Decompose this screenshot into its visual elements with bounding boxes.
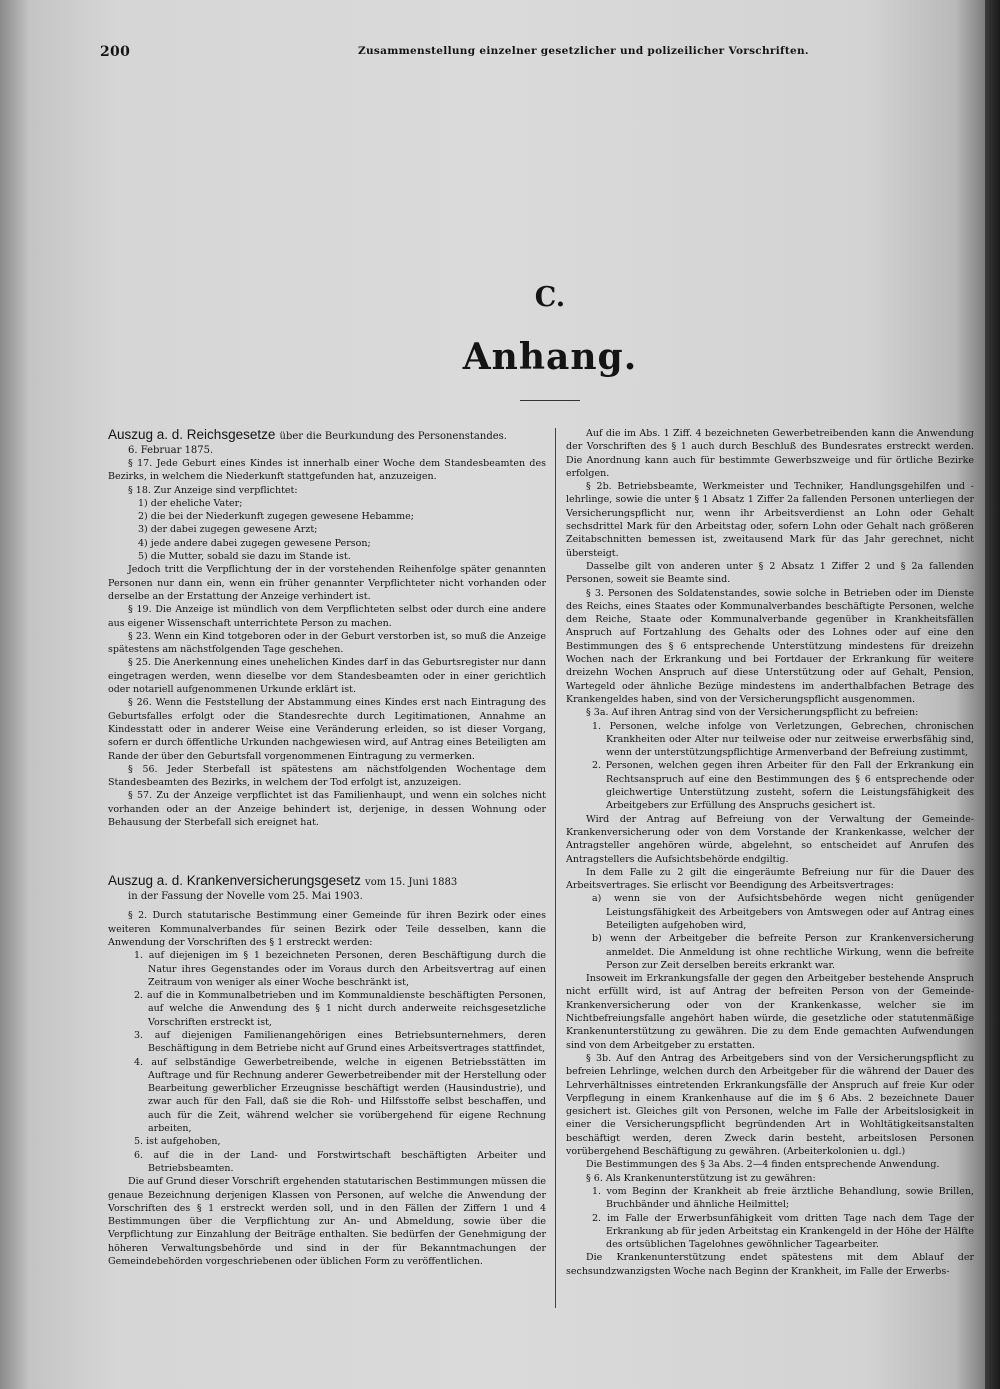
list-item: 4. auf selbständige Gewerbetreibende, welche in eigenen Betriebsstätten im Auftrage und für Rechnung anderer Gewerbetreibender mit der Herstellung oder Bearbeitung gewerblicher Erzeugnisse beschäftigt werden (Hausindustrie), und zwar auch für den Fall, daß sie die Roh- und Hilfsstoffe selbst beschaffen, und auch für die Zeit, während welcher sie vorübergehend für eigene Rechnung arbeiten,	[134, 1056, 546, 1135]
section-letter: C.	[534, 282, 566, 313]
paragraph-s25: § 25. Die Anerkennung eines unehelichen Kindes darf in das Geburtsregister nur dann eingetragen werden, wenn dieselbe vor dem Standesbeamten oder in einer gerichtlich oder notariell aufgenommenen Urkunde erklärt ist.	[108, 657, 546, 696]
list-item: 5) die Mutter, sobald sie dazu im Stande ist.	[138, 551, 351, 563]
paragraph-s57: § 57. Zu der Anzeige verpflichtet ist das Familienhaupt, und wenn ein solches nicht vorhanden oder an der Anzeige behindert ist, derjenige, in dessen Wohnung oder Behausung der Sterbefall sich ereignet hat.	[108, 790, 546, 829]
paragraph-s17: § 17. Jede Geburt eines Kindes ist innerhalb einer Woche dem Standesbeamten des Bezirks, in welchem die Niederkunft stattgefunden hat, anzuzeigen.	[108, 458, 546, 483]
paragraph-statutarisch: Die auf Grund dieser Vorschrift ergehenden statutarischen Bestimmungen müssen die genaue Bezeichnung derjenigen Klassen von Personen, auf welche die Anwendung der Vorschriften des § 1 erstreckt werden soll, und in den Fällen der Ziffern 1 und 4 Bestimmungen über die Verpflichtung zur An- und Abmeldung, sowie über die Verpflichtung zur Einzahlung der Beiträge enthalten. Sie bedürfen der Genehmigung der höheren Verwaltungsbehörde und sind in der für Bekanntmachungen der Gemeindebehörden vorgeschriebenen oder üblichen Form zu veröffentlichen.	[108, 1176, 546, 1268]
list-item: 2. Personen, welchen gegen ihren Arbeiter für den Fall der Erkrankung ein Rechtsanspruch auf eine den Bestimmungen des § 6 entsprechende oder gleichwertige Unterstützung zusteht, sofern die Leistungsfähigkeit des Arbeitgebers zur Erfüllung des Anspruchs gesichert ist.	[592, 760, 974, 812]
heading-personenstand	[108, 427, 546, 444]
right-column	[566, 427, 974, 1278]
running-title: Zusammenstellung einzelner gesetzlicher und polizeilicher Vorschriften.	[358, 45, 809, 57]
paragraph-s3: § 3. Personen des Soldatenstandes, sowie solche in Betrieben oder im Dienste des Reichs, eines Staates oder Kommunalverbandes beschäftigte Personen, welche dem Reiche, Staate oder Kommunalverbande gegenüber in Krankheitsfällen Anspruch auf Fortzahlung des Gehalts oder des Lohnes oder auf eine den Bestimmungen des § 6 entsprechende Unterstützung mindestens für dreizehn Wochen nach der Erkrankung und bei Fortdauer der Erkrankung für weitere dreizehn Wochen Anspruch auf diese Unterstützung oder auf Gehalt, Pension, Wartegeld oder ähnliche Bezüge mindestens im anderthalbfachen Betrage des Krankengeldes haben, sind von der Versicherungspflicht ausgenommen.	[566, 587, 974, 705]
paragraph-krankenunterstuetzung: Die Krankenunterstützung endet spätestens mit dem Ablauf der sechsundzwanzigsten Woche nach Beginn der Krankheit, im Falle der Erwerbs-	[566, 1252, 974, 1277]
list-item: 4) jede andere dabei zugegen gewesene Person;	[138, 537, 371, 549]
list-item: 1. vom Beginn der Krankheit ab freie ärztliche Behandlung, sowie Brillen, Bruchbänder und ähnliche Heilmittel;	[592, 1185, 974, 1211]
list-item: 5. ist aufgehoben,	[134, 1136, 221, 1148]
list-item: 2. im Falle der Erwerbsunfähigkeit vom dritten Tage nach dem Tage der Erkrankung ab für jeden Arbeitstag ein Krankengeld in der Höhe der Hälfte des ortsüblichen Tagelohnes gewöhnlicher Tagearbeiter.	[592, 1212, 974, 1251]
book-spine	[985, 0, 1000, 1389]
paragraph-antrag: Wird der Antrag auf Befreiung von der Verwaltung der Gemeinde-Krankenversicherung oder von dem Vorstande der Krankenkasse, welcher der Antragsteller angehören würde, abgelehnt, so entscheidet auf Anrufen des Antragstellers die Aufsichtsbehörde endgiltig.	[566, 813, 974, 865]
paragraph-gewerbetreibende: Auf die im Abs. 1 Ziff. 4 bezeichneten Gewerbetreibenden kann die Anwendung der Vorschriften des § 1 auch durch Beschluß des Bundesrates erstreckt werden. Die Anordnung kann auch für bestimmte Gewerbszweige und für örtliche Bezirke erfolgen.	[566, 428, 974, 479]
left-column	[108, 427, 546, 1268]
heading-krankenversicherung-sub: in der Fassung der Novelle vom 25. Mai 1903.	[128, 891, 363, 903]
heading-krankenversicherung-main: Auszug a. d. Krankenversicherungsgesetz	[108, 873, 361, 889]
paragraph-s6: § 6. Als Krankenunterstützung ist zu gewähren:	[586, 1172, 816, 1184]
heading-personenstand-sub: über die Beurkundung des Personenstandes.	[279, 431, 507, 442]
heading-personenstand-main: Auszug a. d. Reichsgesetze	[108, 427, 276, 442]
list-item: b) wenn der Arbeitgeber die befreite Person zur Krankenversicherung anmeldet. Die Anmeldung ist ohne rechtliche Wirkung, wenn die befreite Person zur Zeit derselben bereits erkrankt war.	[592, 933, 974, 971]
paragraph-s2: § 2. Durch statutarische Bestimmung einer Gemeinde für ihren Bezirk oder eines weiteren Kommunalverbandes für seinen Bezirk oder Teile desselben, kann die Anwendung der Vorschriften des § 1 erstreckt werden:	[108, 910, 546, 948]
column-divider	[555, 428, 556, 1308]
paragraph-s26: § 26. Wenn die Feststellung der Abstammung eines Kindes erst nach Eintragung des Geburtsfalles erfolgt oder die Standesrechte durch Legitimationen, Annahme an Kindesstatt oder in anderer Weise eine Veränderung erleiden, so ist dieser Vorgang, sofern er durch öffentliche Urkunden nachgewiesen wird, auf Antrag eines Beteiligten am Rande der über den Geburtsfall vorgenommenen Eintragung zu vermerken.	[108, 697, 546, 762]
list-item: 2. auf die in Kommunalbetrieben und im Kommunaldienste beschäftigten Personen, auf welche die Anwendung des § 1 nicht durch anderweite reichsgesetzliche Vorschriften erstreckt ist,	[134, 990, 546, 1028]
paragraph-falle: In dem Falle zu 2 gilt die eingeräumte Befreiung nur für die Dauer des Arbeitsvertrages. Sie erlischt vor Beendigung des Arbeitsvertrages:	[566, 866, 974, 892]
paragraph-dasselbe: Dasselbe gilt von anderen unter § 2 Absatz 1 Ziffer 2 und § 2a fallenden Personen, soweit sie Beamte sind.	[566, 560, 974, 586]
paragraph-s23: § 23. Wenn ein Kind totgeboren oder in der Geburt verstorben ist, so muß die Anzeige spätestens am nächstfolgenden Tage geschehen.	[108, 630, 546, 656]
list-item: 3) der dabei zugegen gewesene Arzt;	[138, 524, 318, 536]
paragraph-insoweit: Insoweit im Erkrankungsfalle der gegen den Arbeitgeber bestehende Anspruch nicht erfüllt wird, ist auf Antrag der befreiten Person von der Gemeinde-Krankenversicherung oder von der Krankenkasse, welcher sie im Nichtbefreiungsfalle angehört haben würde, die gesetzliche oder statutenmäßige Krankenunterstützung zu gewähren. Die zu dem Ende gemachten Aufwendungen sind von dem Arbeitgeber zu erstatten.	[566, 973, 974, 1051]
list-item: 1. auf diejenigen im § 1 bezeichneten Personen, deren Beschäftigung durch die Natur ihres Gegenstandes oder im Voraus durch den Arbeitsvertrag auf einen Zeitraum von weniger als einer Woche beschränkt ist,	[134, 950, 546, 988]
section-gap	[108, 829, 546, 873]
paragraph-s56: § 56. Jeder Sterbefall ist spätestens am nächstfolgenden Wochentage dem Standesbeamten des Bezirks, in welchem der Tod erfolgt ist, anzuzeigen.	[108, 763, 546, 789]
heading-personenstand-date: 6. Februar 1875.	[128, 445, 214, 456]
list-item: 6. auf die in der Land- und Forstwirtschaft beschäftigten Arbeiter und Betriebsbeamten.	[134, 1149, 546, 1174]
paragraph-s18: § 18. Zur Anzeige sind verpflichtet:	[128, 484, 298, 496]
section-title: Anhang.	[462, 336, 638, 378]
title-divider	[520, 400, 580, 401]
paragraph-s2b: § 2b. Betriebsbeamte, Werkmeister und Techniker, Handlungsgehilfen und -lehrlinge, sowie die unter § 1 Absatz 1 Ziffer 2a fallenden Personen unterliegen der Versicherungspflicht nur, wenn ihr Arbeitsverdienst an Lohn oder Gehalt sechsdrittel Mark für den Arbeitstag oder, sofern Lohn oder Gehalt nach größeren Zeitabschnitten bemessen ist, zweitausend Mark für das Jahr gerechnet, nicht übersteigt.	[566, 481, 974, 559]
list-item: 1) der eheliche Vater;	[138, 497, 243, 509]
list-item: 2) die bei der Niederkunft zugegen gewesene Hebamme;	[138, 511, 414, 523]
heading-krankenversicherung	[108, 873, 546, 890]
paragraph-s3a: § 3a. Auf ihren Antrag sind von der Versicherungspflicht zu befreien:	[586, 707, 919, 719]
paragraph-jedoch: Jedoch tritt die Verpflichtung der in der vorstehenden Reihenfolge später genannten Personen nur dann ein, wenn ein früher genannter Verpflichteter nicht vorhanden oder derselbe an der Erstattung der Anzeige verhindert ist.	[108, 564, 546, 602]
list-item: 1. Personen, welche infolge von Verletzungen, Gebrechen, chronischen Krankheiten oder Alter nur teilweise oder nur zeitweise erwerbsfähig sind, wenn der unterstützungspflichtige Armenverband der Befreiung zustimmt,	[592, 720, 974, 759]
list-item: 3. auf diejenigen Familienangehörigen eines Betriebsunternehmers, deren Beschäftigung in dem Betriebe nicht auf Grund eines Arbeitsvertrages stattfindet,	[134, 1029, 546, 1055]
paragraph-s3b: § 3b. Auf den Antrag des Arbeitgebers sind von der Versicherungspflicht zu befreien Lehrlinge, welchen durch den Arbeitgeber für die während der Dauer des Lehrverhältnisses eintretenden Erkrankungsfälle der Anspruch auf freie Kur oder Verpflegung in einem Krankenhause auf die im § 6 Abs. 2 bezeichnete Dauer gesichert ist. Gleiches gilt von Personen, welche im Falle der Arbeitslosigkeit in einer die Versicherungspflicht begründenden Art in Wohltätigkeitsanstalten beschäftigt werden, deren Zweck darin besteht, arbeitslosen Personen vorübergehend Beschäftigung zu gewähren. (Arbeiterkolonien u. dgl.)	[566, 1052, 974, 1158]
paragraph-bestimmungen: Die Bestimmungen des § 3a Abs. 2—4 finden entsprechende Anwendung.	[586, 1159, 940, 1171]
page-number: 200	[100, 44, 131, 60]
paragraph-s19: § 19. Die Anzeige ist mündlich von dem Verpflichteten selbst oder durch eine andere aus eigener Wissenschaft unterrichtete Person zu machen.	[108, 604, 546, 629]
list-item: a) wenn sie von der Aufsichtsbehörde wegen nicht genügender Leistungsfähigkeit des Arbeitgebers von Amtswegen oder auf Antrag eines Beteiligten aufgehoben wird,	[592, 893, 974, 931]
heading-krankenversicherung-date: vom 15. Juni 1883	[365, 877, 458, 889]
